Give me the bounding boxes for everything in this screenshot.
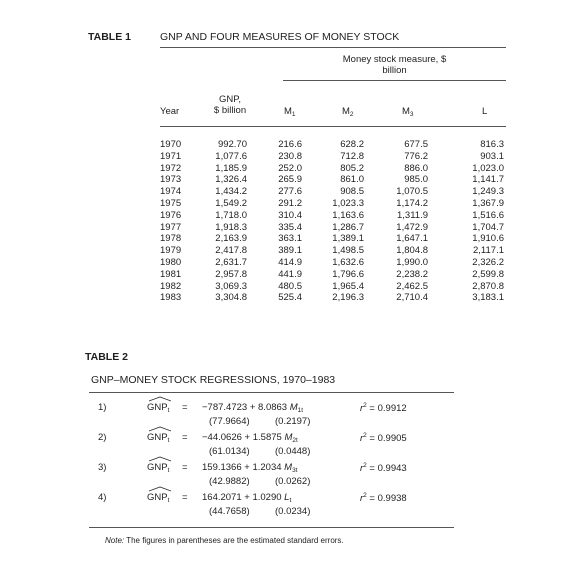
cell-gnp: 2,163.9 (215, 233, 247, 245)
cell-m3: 985.0 (404, 174, 428, 186)
cell-gnp: 1,077.6 (215, 150, 247, 162)
r2-sup: 2 (363, 402, 367, 409)
regression-lhs (147, 462, 169, 474)
r2-label: r (360, 433, 364, 444)
cell-gnp: 992.70 (217, 139, 247, 150)
cell-gnp: 2,417.8 (215, 245, 247, 257)
cell-m3: 677.5 (404, 139, 428, 150)
cell-m2: 1,632.6 (332, 257, 364, 268)
cell-gnp: 1,718.0 (215, 209, 247, 221)
cell-l: 1,516.6 (472, 209, 504, 221)
cell-l: 2,870.8 (472, 280, 504, 292)
cell-m1: 230.8 (278, 150, 302, 162)
regression-equals: = (182, 402, 188, 413)
cell-m2: 805.2 (340, 162, 364, 174)
se-coefficient: (0.0234) (275, 506, 311, 517)
hat-accent-icon (148, 456, 172, 462)
col-header-m1-letter: M (284, 106, 292, 117)
se-coefficient: (0.0262) (275, 476, 311, 487)
se-intercept: (61.0134) (209, 446, 250, 457)
cell-l: 816.3 (480, 139, 504, 150)
cell-year: 1974 (160, 186, 182, 198)
coefficient: 1.2034 (252, 462, 282, 473)
table1-title: GNP AND FOUR MEASURES OF MONEY STOCK (160, 31, 400, 43)
r2-value: = 0.9938 (366, 493, 407, 504)
r2-label: r (360, 493, 364, 504)
table2-note (105, 536, 344, 545)
cell-m3: 1,647.1 (396, 233, 428, 245)
cell-m3: 2,238.2 (396, 268, 428, 280)
table1-top-rule (160, 47, 506, 48)
cell-m1: 414.9 (278, 257, 302, 268)
table2-bottom-rule (89, 527, 454, 528)
cell-gnp: 1,185.9 (215, 162, 247, 174)
col-header-m2-sub: 2 (349, 111, 354, 118)
regressor-sub: 3t (292, 467, 298, 474)
cell-m3: 2,462.5 (396, 280, 428, 292)
regression-number: 3) (98, 462, 107, 473)
r-squared (360, 432, 407, 444)
cell-m2: 861.0 (340, 174, 364, 186)
cell-m2: 628.2 (340, 139, 364, 150)
cell-l: 903.1 (480, 150, 504, 162)
cell-m3: 1,311.9 (397, 209, 428, 221)
cell-m1: 216.6 (278, 139, 302, 150)
regression-number: 1) (98, 402, 107, 413)
col-header-gnp (205, 94, 255, 116)
regression-rhs (202, 402, 303, 414)
cell-gnp: 1,434.2 (215, 186, 247, 198)
cell-year: 1970 (160, 139, 182, 150)
r-squared (360, 492, 407, 504)
cell-m1: 265.9 (278, 174, 302, 186)
cell-year: 1976 (160, 209, 182, 221)
regression-number: 4) (98, 492, 107, 503)
r2-label: r (360, 403, 364, 414)
cell-l: 1,367.9 (472, 198, 504, 209)
plus-sign: + (244, 462, 250, 473)
col-header-m1-sub: 1 (291, 111, 296, 118)
cell-m2: 1,965.4 (332, 280, 364, 292)
r2-sup: 2 (363, 492, 367, 499)
r2-value: = 0.9912 (366, 403, 407, 414)
lhs-sub: t (167, 407, 170, 414)
hat-accent-icon (148, 426, 172, 432)
coefficient: 8.0863 (258, 402, 288, 413)
hat-accent-icon (148, 486, 172, 492)
cell-m3: 886.0 (404, 162, 428, 174)
cell-m3: 2,710.4 (396, 292, 428, 304)
regression-lhs (147, 402, 169, 414)
regression-rhs (202, 462, 298, 474)
cell-year: 1979 (160, 245, 182, 257)
cell-gnp: 1,326.4 (215, 174, 247, 186)
col-header-m3 (402, 106, 414, 120)
cell-gnp: 2,957.8 (215, 268, 247, 280)
cell-year: 1980 (160, 257, 182, 268)
cell-m1: 291.2 (278, 198, 302, 209)
cell-gnp: 2,631.7 (215, 257, 247, 268)
cell-m1: 310.4 (278, 209, 302, 221)
regression-equals: = (182, 492, 188, 503)
cell-m2: 908.5 (340, 186, 364, 198)
regression-equals: = (182, 432, 188, 443)
cell-m2: 1,286.7 (332, 221, 364, 233)
cell-l: 2,599.8 (472, 268, 504, 280)
cell-m1: 335.4 (278, 221, 302, 233)
se-coefficient: (0.2197) (275, 416, 311, 427)
lhs-text: GNP (147, 462, 168, 473)
hat-accent-icon (148, 396, 172, 402)
cell-m3: 1,070.5 (396, 186, 428, 198)
cell-year: 1983 (160, 292, 182, 304)
cell-l: 1,704.7 (472, 221, 504, 233)
cell-m3: 1,804.8 (396, 245, 428, 257)
cell-year: 1975 (160, 198, 182, 209)
cell-m3: 1,174.2 (396, 198, 428, 209)
cell-m1: 480.5 (278, 280, 302, 292)
r-squared (360, 402, 407, 414)
lhs-sub: t (167, 467, 170, 474)
coefficient: 1.5875 (252, 432, 282, 443)
table2-title-rule (89, 392, 454, 393)
lhs-text: GNP (147, 492, 168, 503)
table2-label: TABLE 2 (85, 351, 128, 363)
col-header-year: Year (160, 106, 180, 117)
se-intercept: (77.9664) (209, 416, 250, 427)
table1-label: TABLE 1 (88, 31, 131, 43)
cell-m2: 1,023.3 (332, 198, 364, 209)
cell-m3: 1,990.0 (396, 257, 428, 268)
regression-number: 2) (98, 432, 107, 443)
lhs-sub: t (167, 497, 170, 504)
col-header-m3-sub: 3 (409, 111, 414, 118)
plus-sign: + (244, 432, 251, 443)
cell-m1: 363.1 (278, 233, 302, 245)
money-stock-header (283, 54, 506, 76)
money-stock-header-line1: Money stock measure, $ (342, 54, 447, 65)
col-header-m2 (342, 106, 354, 120)
cell-year: 1982 (160, 280, 182, 292)
cell-year: 1971 (160, 150, 182, 162)
regression-lhs (147, 492, 169, 504)
col-header-l: L (482, 106, 488, 117)
regression-lhs (147, 432, 169, 444)
regressor-sub: t (289, 497, 292, 504)
cell-year: 1981 (160, 268, 182, 280)
cell-l: 2,326.2 (472, 257, 504, 268)
regression-equals: = (182, 462, 188, 473)
cell-l: 1,249.3 (472, 186, 504, 198)
cell-l: 3,183.1 (472, 292, 504, 304)
intercept: −787.4723 (202, 402, 248, 413)
cell-year: 1978 (160, 233, 182, 245)
regressor: M (284, 432, 293, 443)
lhs-text: GNP (147, 432, 168, 443)
coefficient: 1.0290 (252, 492, 282, 503)
intercept: 164.2071 (202, 492, 242, 503)
table1-header-rule (160, 126, 506, 127)
se-coefficient: (0.0448) (275, 446, 311, 457)
col-header-m3-letter: M (402, 106, 410, 117)
table2-title: GNP–MONEY STOCK REGRESSIONS, 1970–1983 (91, 374, 336, 386)
cell-m1: 277.6 (278, 186, 302, 198)
lhs-sub: t (167, 437, 170, 444)
col-header-m1 (284, 106, 296, 120)
note-text: The figures in parentheses are the estimated standard errors. (124, 536, 344, 545)
r2-label: r (360, 463, 364, 474)
cell-year: 1972 (160, 162, 182, 174)
money-stock-header-rule (283, 80, 506, 81)
r2-value: = 0.9905 (366, 433, 407, 444)
cell-m1: 441.9 (278, 268, 302, 280)
cell-gnp: 3,304.8 (215, 292, 247, 304)
cell-gnp: 3,069.3 (215, 280, 247, 292)
intercept: −44.0626 (202, 432, 242, 443)
cell-m2: 1,389.1 (332, 233, 364, 245)
cell-year: 1977 (160, 221, 182, 233)
cell-m3: 776.2 (404, 150, 428, 162)
r-squared (360, 462, 407, 474)
se-intercept: (44.7658) (209, 506, 250, 517)
cell-m1: 389.1 (278, 245, 302, 257)
col-header-gnp-line2: $ billion (213, 105, 247, 116)
regressor-sub: 2t (292, 437, 298, 444)
regressor: L (284, 492, 290, 503)
plus-sign: + (249, 402, 256, 413)
cell-gnp: 1,549.2 (215, 198, 247, 209)
cell-l: 2,117.1 (473, 245, 504, 257)
cell-gnp: 1,918.3 (215, 221, 247, 233)
regression-rhs (202, 432, 298, 444)
cell-m2: 2,196.3 (332, 292, 364, 304)
cell-m2: 1,796.6 (332, 268, 364, 280)
r2-value: = 0.9943 (366, 463, 407, 474)
cell-m2: 1,498.5 (332, 245, 364, 257)
col-header-m2-letter: M (342, 106, 350, 117)
lhs-text: GNP (147, 402, 168, 413)
cell-l: 1,910.6 (472, 233, 504, 245)
cell-l: 1,023.0 (472, 162, 504, 174)
se-intercept: (42.9882) (209, 476, 250, 487)
cell-l: 1,141.7 (472, 174, 504, 186)
intercept: 159.1366 (202, 462, 242, 473)
cell-m2: 712.8 (340, 150, 364, 162)
cell-m1: 525.4 (278, 292, 302, 304)
regressor: M (284, 462, 293, 473)
regressor-sub: 1t (297, 407, 304, 414)
col-header-gnp-line1: GNP, (218, 94, 241, 105)
cell-m2: 1,163.6 (332, 209, 364, 221)
money-stock-header-line2: billion (382, 65, 407, 76)
r2-sup: 2 (363, 462, 367, 469)
note-label: Note: (105, 536, 125, 545)
cell-year: 1973 (160, 174, 182, 186)
regressor: M (289, 402, 298, 413)
regression-rhs (202, 492, 291, 504)
cell-m3: 1,472.9 (396, 221, 428, 233)
r2-sup: 2 (363, 432, 367, 439)
plus-sign: + (244, 492, 250, 503)
cell-m1: 252.0 (278, 162, 302, 174)
